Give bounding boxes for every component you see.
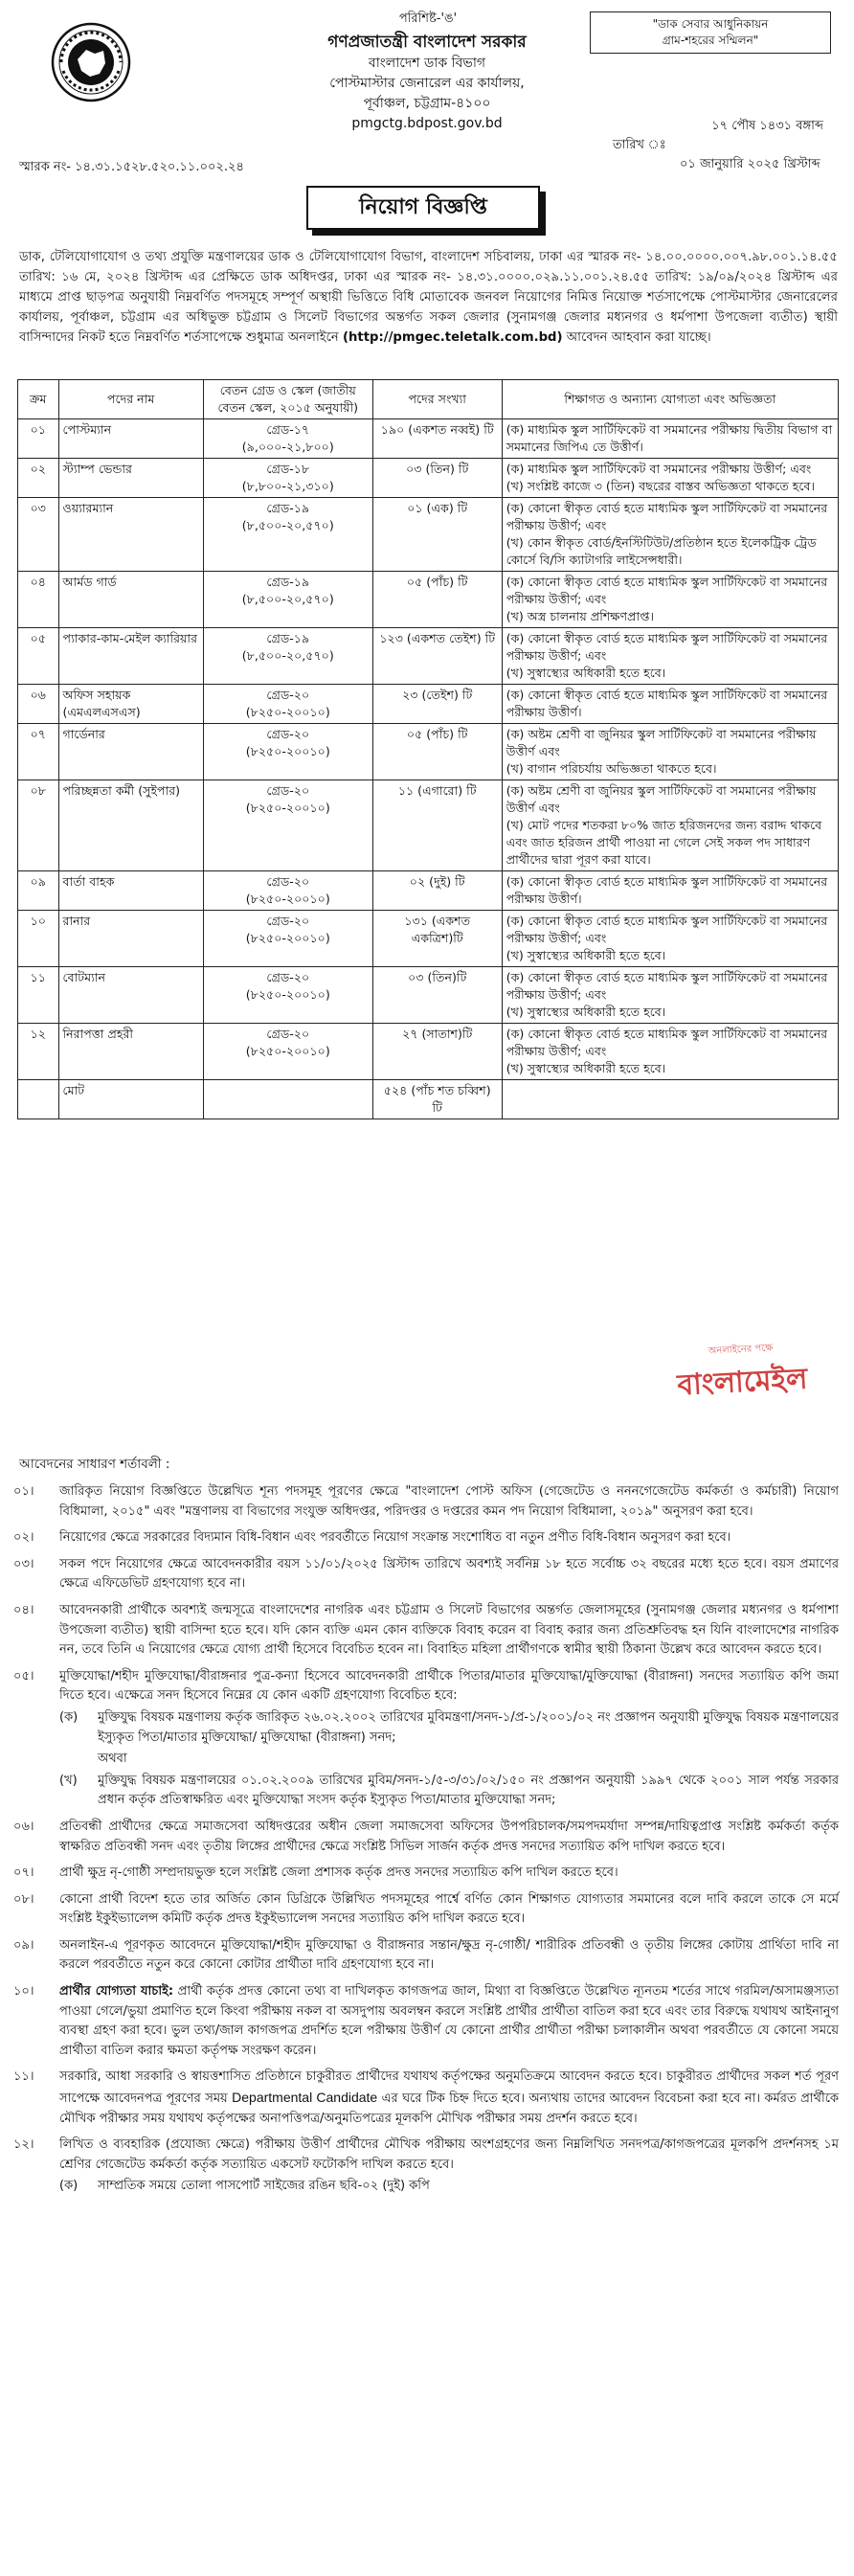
row-grade-cell: [203, 498, 372, 572]
condition-body: [59, 1818, 839, 1857]
condition-number: ০৩।: [13, 1556, 34, 1571]
row-grade-cell: [203, 724, 372, 780]
row-scale: (৮২৫০-২০০১০): [245, 987, 330, 1002]
row-serial: ০৯: [18, 871, 59, 911]
row-scale: (৮২৫০-২০০১০): [245, 931, 330, 945]
table-row: [18, 459, 839, 498]
condition-text: কোনো প্রার্থী বিদেশ হতে তার অর্জিত কোন ডিগ্রিকে উল্লিখিত পদসমূহের পার্শ্বে বর্ণিত কোন শিক্ষাগত যোগ্যতার সমমানের বলে দাবি করলে তাকে সে মর্মে সংশ্লিষ্ট ইকুইভ্যালেন্স কমিটি কর্তৃক প্রদত্ত ইকুইভ্যালেন্স সনদের সত্যায়িত কপি দাখিল করতে হবে।: [59, 1891, 839, 1927]
intro-paragraph: [19, 247, 838, 348]
row-scale: (৮২৫০-২০০১০): [245, 801, 330, 815]
qualification-line: (ক) মাধ্যমিক স্কুল সার্টিফিকেট বা সমমানের পরীক্ষায় দ্বিতীয় বিভাগ বা সমমানের জিপিএ তে উত্তীর্ণ।: [506, 422, 833, 454]
condition-item: [13, 2068, 839, 2129]
row-grade: গ্রেড-২০: [266, 874, 310, 889]
sub-text: সাম্প্রতিক সময়ে তোলা পাসপোর্ট সাইজের রঙিন ছবি-০২ (দুই) কপি: [98, 2179, 430, 2194]
row-grade-cell: [203, 911, 372, 967]
row-post-name: প্যাকার-কাম-মেইল ক্যারিয়ার: [58, 628, 203, 685]
date-label: তারিখ ঃ: [613, 138, 666, 152]
table-row: [18, 780, 839, 871]
row-post-name: বোটম্যান: [58, 967, 203, 1024]
condition-item: [13, 1818, 839, 1857]
row-count: ০৫ (পাঁচ) টি: [372, 724, 502, 780]
row-count: ২৭ (সাতাশ)টি: [372, 1024, 502, 1080]
row-grade: গ্রেড-১৯: [266, 631, 310, 645]
intro-text: ডাক, টেলিযোগাযোগ ও তথ্য প্রযুক্তি মন্ত্রণালয়ের ডাক ও টেলিযোগাযোগ বিভাগ, বাংলাদেশ সচিবালয়, ঢাকা এর স্মারক নং- ১৪.০০.০০০০.০০৭.৯৮.০০১.১৪.৫৫ তারিখ: ১৬ মে, ২০২৪ খ্রিস্টাব্দ এর প্রেক্ষিতে ডাক অধিদপ্তর, ঢাকা এর স্মারক নং- ১৪.৩১.০০০০.০২৯.১১.০০১.২৪.৫৫ তারিখ: ১৯/০৯/২০২৪ খ্রিস্টাব্দ এর মাধ্যমে প্রাপ্ত ছাড়পত্র অনুযায়ী নিম্নবর্ণিত পদসমূহে সম্পূর্ণ অস্থায়ী ভিত্তিতে বিধি মোতাবেক জনবল নিয়োগের নিমিত্ত নিয়োক্ত শর্তসাপেক্ষে পোস্টমাস্টার জেনারেলের কার্যালয়, পূর্বাঞ্চল, চট্টগ্রাম এর অধিভুক্ত চট্টগ্রাম ও সিলেট বিভাগের অন্তর্গত সকল জেলার (সুনামগঞ্জ জেলার মধ্যনগর ও ধর্মপাশা উপজেলা ব্যতীত) স্থায়ী বাসিন্দাদের নিকট হতে নিম্নবর্ণিত শর্তসাপেক্ষে শুধুমাত্র অনলাইনে: [19, 250, 838, 345]
row-post-name: নিরাপত্তা প্রহরী: [58, 1024, 203, 1080]
qualification-line: (খ) সুস্বাস্থ্যের অধিকারী হতে হবে।: [506, 1005, 666, 1019]
condition-text: সরকারি, আধা সরকারি ও স্বায়ত্তশাসিত প্রতিষ্ঠানে চাকুরীরত প্রার্থীদের যথাযথ কর্তৃপক্ষের অনুমতিক্রমে আবেদন করতে হবে। চাকুরীরত প্রার্থীদের সকল শর্ত পূরণ সাপেক্ষে আবেদনপত্র পূরণের সময়: [59, 2069, 839, 2107]
table-row: [18, 967, 839, 1024]
condition-number: ০৫।: [13, 1668, 34, 1683]
table-total-row: [18, 1080, 839, 1119]
condition-item: [13, 1890, 839, 1930]
row-scale: (৮২৫০-২০০১০): [245, 892, 330, 906]
col-post-name: পদের নাম: [58, 380, 203, 419]
header-govt: গণপ্রজাতন্ত্রী বাংলাদেশ সরকার: [327, 33, 527, 52]
condition-text: সকল পদে নিয়োগের ক্ষেত্রে আবেদনকারীর বয়স ১১/০১/২০২৫ খ্রিস্টাব্দ তারিখে অবশ্যই সর্বনিম্ন ১৮ হতে সর্বোচ্চ ৩২ বছরের মধ্যে হতে হবে। বয়স প্রমাণের ক্ষেত্রে এফিডেভিট গ্রহণযোগ্য হবে না।: [59, 1556, 839, 1592]
row-scale: (৮,৫০০-২০,৫৭০): [241, 592, 334, 606]
qualification-line: (ক) কোনো স্বীকৃত বোর্ড হতে মাধ্যমিক স্কুল সার্টিফিকেট বা সমমানের পরীক্ষায় উত্তীর্ণ; এবং: [506, 575, 828, 606]
condition-item: [13, 1667, 839, 1811]
condition-number: ১২।: [13, 2137, 34, 2153]
condition-text: মুক্তিযোদ্ধা/শহীদ মুক্তিযোদ্ধা/বীরাঙ্গনার পুত্র-কন্যা হিসেবে আবেদনকারী প্রার্থীকে পিতার/মাতার মুক্তিযোদ্ধা/মুক্তিযোদ্ধা (বীরাঙ্গনা) সনদের সত্যায়িত কপি জমা দিতে হবে। এক্ষেত্রে সনদ হিসেবে নিম্নের যে কোন একটি গ্রহণযোগ্য বিবেচিত হবে:: [59, 1668, 839, 1704]
row-qualification: [502, 572, 838, 628]
row-count: ২৩ (তেইশ) টি: [372, 685, 502, 724]
slogan-line-2: গ্রাম-শহরের সম্মিলন": [662, 34, 759, 47]
condition-number: ০৪।: [13, 1602, 34, 1617]
qualification-line: (ক) অষ্টম শ্রেণী বা জুনিয়র স্কুল সার্টিফিকেট বা সমমানের পরীক্ষায় উত্তীর্ণ এবং: [506, 727, 817, 758]
row-post-name: পরিচ্ছন্নতা কর্মী (সুইপার): [58, 780, 203, 871]
condition-text: জারিকৃত নিয়োগ বিজ্ঞপ্তিতে উল্লেখিত শূন্য পদসমূহ পূরণের ক্ষেত্রে "বাংলাদেশ পোস্ট অফিস (গেজেটেড ও নননগেজেটেড কর্মকর্তা ও কর্মচারী) নিয়োগ বিধিমালা, ২০১৫" এবং "মন্ত্রণালয় বা বিভাগের সংযুক্ত অধিদপ্তর, পরিদপ্তর ও দপ্তরের কমন পদ নিয়োগ বিধিমালা, ২০১৯" অনুসরণ করা হবে।: [59, 1484, 839, 1519]
row-count: ০৫ (পাঁচ) টি: [372, 572, 502, 628]
table-row: [18, 871, 839, 911]
condition-body: [59, 1555, 839, 1594]
qualification-line: (ক) কোনো স্বীকৃত বোর্ড হতে মাধ্যমিক স্কুল সার্টিফিকেট বা সমমানের পরীক্ষায় উত্তীর্ণ; এবং: [506, 1027, 828, 1058]
sub-label: (খ): [59, 1773, 78, 1788]
intro-tail: আবেদন আহবান করা যাচ্ছে।: [566, 330, 711, 345]
table-row: [18, 911, 839, 967]
qualification-line: (খ) কোন স্বীকৃত বোর্ড/ইনস্টিটিউট/প্রতিষ্ঠান হতে ইলেকট্রিক ট্রেড কোর্সে বি/সি ক্যাটাগরি লাইসেন্সধারী।: [506, 535, 817, 567]
condition-body: [59, 2135, 839, 2197]
qualification-line: (খ) সুস্বাস্থ্যের অধিকারী হতে হবে।: [506, 666, 666, 680]
condition-body: [59, 1936, 839, 1976]
qualification-line: (খ) সুস্বাস্থ্যের অধিকারী হতে হবে।: [506, 1061, 666, 1075]
row-qualification: [502, 871, 838, 911]
row-qualification: [502, 419, 838, 459]
condition-body: [59, 1667, 839, 1811]
row-qualification: [502, 1024, 838, 1080]
qualification-line: (ক) কোনো স্বীকৃত বোর্ড হতে মাধ্যমিক স্কুল সার্টিফিকেট বা সমমানের পরীক্ষায় উত্তীর্ণ।: [506, 874, 828, 906]
row-serial: ০৩: [18, 498, 59, 572]
slogan-box: [590, 11, 831, 54]
condition-number: ০৯।: [13, 1937, 34, 1953]
notice-title-text: নিয়োগ বিজ্ঞপ্তি: [306, 186, 540, 230]
col-count: পদের সংখ্যা: [372, 380, 502, 419]
row-grade-cell: [203, 459, 372, 498]
condition-item: [13, 2135, 839, 2197]
row-count: ০৩ (তিন) টি: [372, 459, 502, 498]
row-grade-cell: [203, 572, 372, 628]
office-header: [236, 31, 618, 134]
row-qualification: [502, 724, 838, 780]
row-grade: গ্রেড-১৮: [266, 462, 310, 476]
header-office: পোস্টমাস্টার জেনারেল এর কার্যালয়,: [329, 76, 525, 91]
watermark-top: অনলাইনের পক্ষে: [708, 1343, 774, 1357]
table-row: [18, 419, 839, 459]
row-qualification: [502, 780, 838, 871]
row-post-name: অফিস সহায়ক (এমএলএসএস): [58, 685, 203, 724]
condition-text: আবেদনকারী প্রার্থীকে অবশ্যই জন্মসূত্রে বাংলাদেশের নাগরিক এবং চট্টগ্রাম ও সিলেট বিভাগের অন্তর্গত জেলাসমূহের (সুনামগঞ্জ জেলার মধ্যনগর ও ধর্মপাশা উপজেলা ব্যতীত) স্থায়ী বাসিন্দা হতে হবে। যদি কোন ব্যক্তি এমন কোন ব্যক্তিকে বিবাহ করেন বা বিবাহ করার জন্য প্রতিশ্রুতিবদ্ধ হন যিনি বাংলাদেশের নাগরিক নন, তবে তিনি এ নিয়োগের ক্ষেত্রে যোগ্য প্রার্থী হিসেবে বিবেচিত হবেন না। বিবাহিত মহিলা প্রার্থীগণকে স্বামীর স্থায়ী ঠিকানা উল্লেখ করে আবেদন করতে হবে।: [59, 1602, 839, 1658]
col-qualification: শিক্ষাগত ও অন্যান্য যোগ্যতা এবং অভিজ্ঞতা: [502, 380, 838, 419]
table-row: [18, 498, 839, 572]
row-count: ১৩১ (একশত একত্রিশ)টি: [372, 911, 502, 967]
application-link[interactable]: (http://pmgec.teletalk.com.bd): [343, 330, 563, 345]
row-post-name: গার্ডেনার: [58, 724, 203, 780]
date-english-value: ০১ জানুয়ারি ২০২৫ খ্রিস্টাব্দ: [680, 157, 820, 171]
row-serial: ০১: [18, 419, 59, 459]
row-serial: ১১: [18, 967, 59, 1024]
condition-text: প্রার্থী ক্ষুদ্র নৃ-গোষ্ঠী সম্প্রদায়ভুক্ত হলে সংশ্লিষ্ট জেলা প্রশাসক কর্তৃক প্রদত্ত সনদের সত্যায়িত কপি দাখিল করতে হবে।: [59, 1865, 618, 1881]
qualification-line: (ক) কোনো স্বীকৃত বোর্ড হতে মাধ্যমিক স্কুল সার্টিফিকেট বা সমমানের পরীক্ষায় উত্তীর্ণ; এবং: [506, 501, 828, 532]
row-serial: ০২: [18, 459, 59, 498]
row-count: ০১ (এক) টি: [372, 498, 502, 572]
condition-item: [13, 1864, 839, 1884]
sub-label: [59, 1750, 98, 1770]
condition-text: নিয়োগের ক্ষেত্রে সরকারের বিদ্যমান বিধি-বিধান এবং পরবর্তীতে নিয়োগ সংক্রান্ত সংশোধিত বা নতুন প্রণীত বিধি-বিধান অনুসরণ করা হবে।: [59, 1530, 731, 1546]
condition-text: লিখিত ও ব্যবহারিক (প্রযোজ্য ক্ষেত্রে) পরীক্ষায় উত্তীর্ণ প্রার্থীদের মৌখিক পরীক্ষায় অংশগ্রহণের জন্য নিম্নলিখিত সনদপত্র/কাগজপত্রের মূলকপি প্রদর্শনসহ ১ম শ্রেণির গেজেটেড কর্মকর্তা কর্তৃক সত্যায়িত একসেট ফটোকপি দাখিল করতে হবে।: [59, 2137, 839, 2172]
conditions-title: আবেদনের সাধারণ শর্তাবলী :: [19, 1457, 170, 1472]
row-grade-cell: [203, 967, 372, 1024]
row-qualification: [502, 911, 838, 967]
row-grade: গ্রেড-২০: [266, 970, 310, 984]
condition-text: অনলাইন-এ পূরণকৃত আবেদনে মুক্তিযোদ্ধা/শহীদ মুক্তিযোদ্ধা ও বীরাঙ্গনার সন্তান/ক্ষুদ্র নৃ-গোষ্ঠী/ শারীরিক প্রতিবন্ধী ও তৃতীয় লিঙ্গের কোটায় প্রার্থিতা দাবি না করলে পরবর্তীতে নতুন করে কোনো কোটার প্রার্থীতা দাবি গ্রহণযোগ্য হবে না।: [59, 1937, 839, 1973]
memo-number: স্মারক নং- ১৪.৩১.১৫২৮.৫২০.১১.০০২.২৪: [19, 160, 244, 174]
condition-body: [59, 1890, 839, 1930]
watermark-main: বাংলামেইল: [676, 1362, 809, 1403]
row-qualification: [502, 498, 838, 572]
row-grade: গ্রেড-১৯: [266, 501, 310, 515]
condition-item: [13, 1528, 839, 1548]
condition-sub-item: [59, 1708, 839, 1748]
condition-number: ১১।: [13, 2069, 34, 2085]
row-count: ১২৩ (একশত তেইশ) টি: [372, 628, 502, 685]
row-serial: ০৬: [18, 685, 59, 724]
notice-title: [306, 186, 546, 236]
date-block: [613, 117, 843, 174]
col-grade: বেতন গ্রেড ও স্কেল (জাতীয় বেতন স্কেল, ২০১৫ অনুযায়ী): [203, 380, 372, 419]
qualification-line: (খ) বাগান পরিচর্যায় অভিজ্ঞতা থাকতে হবে।: [506, 761, 717, 776]
condition-item: [13, 1601, 839, 1661]
row-serial: ০৮: [18, 780, 59, 871]
conditions-list: [13, 1482, 839, 2203]
qualification-line: (খ) সংশ্লিষ্ট কাজে ৩ (তিন) বছরের বাস্তব অভিজ্ঞতা থাকতে হবে।: [506, 479, 815, 493]
vacancy-table: [17, 379, 839, 1119]
row-scale: (৮২৫০-২০০১০): [245, 705, 330, 719]
row-grade: গ্রেড-২০: [266, 783, 310, 798]
appendix-label: পরিশিষ্ট-'ঙ': [398, 11, 458, 26]
qualification-line: (ক) কোনো স্বীকৃত বোর্ড হতে মাধ্যমিক স্কুল সার্টিফিকেট বা সমমানের পরীক্ষায় উত্তীর্ণ; এবং: [506, 631, 828, 663]
qualification-line: (খ) সুস্বাস্থ্যের অধিকারী হতে হবে।: [506, 948, 666, 962]
row-scale: (৮২৫০-২০০১০): [245, 744, 330, 758]
condition-text: প্রার্থী কর্তৃক প্রদত্ত কোনো তথ্য বা দাখিলকৃত কাগজপত্র জাল, মিথ্যা বা বিজ্ঞপ্তিতে উল্লেখিত ন্যূনতম শর্তের সাথে গরমিল/অসামঞ্জস্যতা পাওয়া গেলে/ভুয়া প্রমাণিত হলে কিংবা পরীক্ষায় নকল বা অসদুপায় অবলম্বন করলে সংশ্লিষ্ট প্রার্থীর প্রার্থীতা বাতিল করা হবে এবং তার বিরুদ্ধে যথাযথ আইনানুগ ব্যবস্থা গ্রহণ করা হবে। ভুল তথ্য/জাল কাগজপত্র প্রদর্শিত হলে পরীক্ষায় উত্তীর্ণ যে কোনো প্রার্থীর প্রার্থীতা পরীক্ষা চলাকালীন অথবা পরবর্তীতে যে কোনো সময়ে প্রার্থীতা বাতিল করার ক্ষমতা কর্তৃপক্ষ সংরক্ষণ করেন।: [59, 1984, 839, 2058]
row-grade: গ্রেড-২০: [266, 688, 310, 702]
table-header-row: [18, 380, 839, 419]
condition-sub-item: [59, 1750, 839, 1770]
condition-item: [13, 1555, 839, 1594]
row-grade-cell: [203, 871, 372, 911]
qualification-line: (খ) মোট পদের শতকরা ৮০% জাত হরিজনদের জন্য বরাদ্দ থাকবে এবং জাত হরিজন প্রার্থী পাওয়া না গেলে সেই সকল পদ সাধারণ প্রার্থীদের দ্বারা পূরণ করা যাবে।: [506, 818, 822, 867]
table-row: [18, 572, 839, 628]
row-post-name: স্ট্যাম্প ভেন্ডার: [58, 459, 203, 498]
row-count: ১৯০ (একশত নব্বই) টি: [372, 419, 502, 459]
table-row: [18, 724, 839, 780]
condition-text: প্রতিবন্ধী প্রার্থীদের ক্ষেত্রে সমাজসেবা অধিদপ্তরের অধীন জেলা সমাজসেবা অফিসের উপপরিচালক/সমপদমর্যাদা সম্পন্ন/দায়িত্বপ্রাপ্ত সংশ্লিষ্ট কর্মকর্তা কর্তৃক স্বাক্ষরিত প্রতিবন্ধী সনদ এবং তৃতীয় লিঙ্গের প্রার্থীদের ক্ষেত্রে সংশ্লিষ্ট সিভিল সার্জন কর্তৃক প্রদত্ত সনদের সত্যায়িত কপি দাখিল করতে হবে।: [59, 1819, 839, 1854]
condition-number: ১০।: [13, 1984, 34, 2000]
row-post-name: পোস্টম্যান: [58, 419, 203, 459]
row-grade: গ্রেড-২০: [266, 914, 310, 928]
qualification-line: (ক) মাধ্যমিক স্কুল সার্টিফিকেট বা সমমানের পরীক্ষায় উত্তীর্ণ; এবং: [506, 462, 812, 476]
total-value: ৫২৪ (পাঁচ শত চব্বিশ) টি: [372, 1080, 502, 1119]
row-qualification: [502, 967, 838, 1024]
row-scale: (৮,৮০০-২১,৩১০): [241, 479, 334, 493]
sub-text: মুক্তিযুদ্ধ বিষয়ক মন্ত্রণালয়ের ০১.০২.২০০৯ তারিখের মুবিম/সনদ-১/৫-৩/৩১/০২/১৫০ নং প্রজ্ঞাপন অনুযায়ী ১৯৯৭ থেকে ২০০১ সাল পর্যন্ত সরকার প্রধান কর্তৃক প্রতিস্বাক্ষরিত এবং মুক্তিযোদ্ধা সংসদ কর্তৃক ইস্যুকৃত পিতা/মাতার মুক্তিযোদ্ধা সনদ;: [98, 1773, 839, 1808]
slogan-line-1: "ডাক সেবার আধুনিকায়ন: [652, 17, 769, 31]
row-serial: ১০: [18, 911, 59, 967]
condition-number: ০২।: [13, 1530, 34, 1546]
row-grade: গ্রেড-১৭: [266, 422, 310, 437]
condition-body: [59, 1982, 839, 2061]
condition-item: [13, 1482, 839, 1522]
condition-number: ০৮।: [13, 1891, 34, 1907]
sub-text: মুক্তিযুদ্ধ বিষয়ক মন্ত্রণালয় কর্তৃক জারিকৃত ২৬.০২.২০০২ তারিখের মুবিমন্ত্রণা/সনদ-১/প্র-১/২০০১/০২ নং প্রজ্ঞাপন অনুযায়ী মুক্তিযুদ্ধ বিষয়ক মন্ত্রণালয়ের ইস্যুকৃত পিতা/মাতার মুক্তিযোদ্ধা/ মুক্তিযোদ্ধা (বীরাঙ্গনা) সনদ;: [98, 1709, 839, 1745]
condition-body: [59, 1864, 839, 1884]
condition-body: [59, 1482, 839, 1522]
departmental-candidate-label: Departmental Candidate: [232, 2090, 378, 2106]
row-grade-cell: [203, 628, 372, 685]
sub-label: (ক): [59, 1709, 79, 1725]
row-qualification: [502, 628, 838, 685]
condition-number: ০৭।: [13, 1865, 34, 1881]
condition-heading: প্রার্থীর যোগ্যতা যাচাই:: [59, 1984, 174, 2000]
header-website: pmgctg.bdpost.gov.bd: [351, 116, 503, 131]
col-serial: ক্রম: [18, 380, 59, 419]
row-post-name: রানার: [58, 911, 203, 967]
table-row: [18, 685, 839, 724]
row-grade-cell: [203, 1024, 372, 1080]
row-scale: (৯,০০০-২১,৮০০): [241, 440, 334, 454]
row-grade: গ্রেড-২০: [266, 727, 310, 741]
row-count: ০২ (দুই) টি: [372, 871, 502, 911]
row-post-name: আর্মড গার্ড: [58, 572, 203, 628]
row-grade: গ্রেড-২০: [266, 1027, 310, 1041]
condition-item: [13, 1982, 839, 2061]
table-row: [18, 628, 839, 685]
condition-sub-item: [59, 1772, 839, 1811]
qualification-line: (ক) কোনো স্বীকৃত বোর্ড হতে মাধ্যমিক স্কুল সার্টিফিকেট বা সমমানের পরীক্ষায় উত্তীর্ণ; এবং: [506, 970, 828, 1002]
row-grade: গ্রেড-১৯: [266, 575, 310, 589]
sub-text: অথবা: [98, 1751, 127, 1767]
table-row: [18, 1024, 839, 1080]
row-count: ০৩ (তিন)টি: [372, 967, 502, 1024]
row-scale: (৮২৫০-২০০১০): [245, 1044, 330, 1058]
row-grade-cell: [203, 685, 372, 724]
row-post-name: ওয়্যারম্যান: [58, 498, 203, 572]
row-qualification: [502, 459, 838, 498]
row-serial: ০৭: [18, 724, 59, 780]
total-label: মোট: [58, 1080, 203, 1119]
condition-body: [59, 2068, 839, 2129]
condition-number: ০৬।: [13, 1819, 34, 1834]
condition-body: [59, 1528, 839, 1548]
row-serial: ১২: [18, 1024, 59, 1080]
row-scale: (৮,৫০০-২০,৫৭০): [241, 518, 334, 532]
sub-label: (ক): [59, 2179, 79, 2194]
qualification-line: (ক) কোনো স্বীকৃত বোর্ড হতে মাধ্যমিক স্কুল সার্টিফিকেট বা সমমানের পরীক্ষায় উত্তীর্ণ; এবং: [506, 914, 828, 945]
header-address: পূর্বাঞ্চল, চট্টগ্রাম-৪১০০: [363, 96, 491, 111]
row-qualification: [502, 685, 838, 724]
condition-sub-item: [59, 2177, 839, 2197]
row-count: ১১ (এগারো) টি: [372, 780, 502, 871]
row-serial: ০৪: [18, 572, 59, 628]
condition-text-2: এর ঘরে টিক চিহ্ন দিতে হবে। অন্যথায় তাদের আবেদন বিবেচনা করা হবে না। কর্মরত প্রার্থীকে মৌখিক পরীক্ষার সময় যথাযথ কর্তৃপক্ষের অনাপত্তিপত্র/অনুমতিপত্রের মূলকপি মৌখিক পরীক্ষার সময় প্রদর্শন করতে হবে।: [59, 2091, 840, 2126]
condition-number: ০১।: [13, 1484, 34, 1499]
row-grade-cell: [203, 419, 372, 459]
qualification-line: (ক) কোনো স্বীকৃত বোর্ড হতে মাধ্যমিক স্কুল সার্টিফিকেট বা সমমানের পরীক্ষায় উত্তীর্ণ।: [506, 688, 828, 719]
condition-item: [13, 1936, 839, 1976]
qualification-line: (ক) অষ্টম শ্রেণী বা জুনিয়র স্কুল সার্টিফিকেট বা সমমানের পরীক্ষায় উত্তীর্ণ এবং: [506, 783, 817, 815]
qualification-line: (খ) অস্ত্র চালনায় প্রশিক্ষণপ্রাপ্ত।: [506, 609, 654, 623]
row-grade-cell: [203, 780, 372, 871]
header-department: বাংলাদেশ ডাক বিভাগ: [368, 56, 486, 71]
date-bangla: ১৭ পৌষ ১৪৩১ বঙ্গাব্দ: [711, 119, 823, 133]
government-logo-icon: [50, 21, 132, 103]
newspaper-watermark: [659, 1339, 824, 1412]
row-post-name: বার্তা বাহক: [58, 871, 203, 911]
row-serial: ০৫: [18, 628, 59, 685]
row-scale: (৮,৫০০-২০,৫৭০): [241, 648, 334, 663]
condition-body: [59, 1601, 839, 1661]
